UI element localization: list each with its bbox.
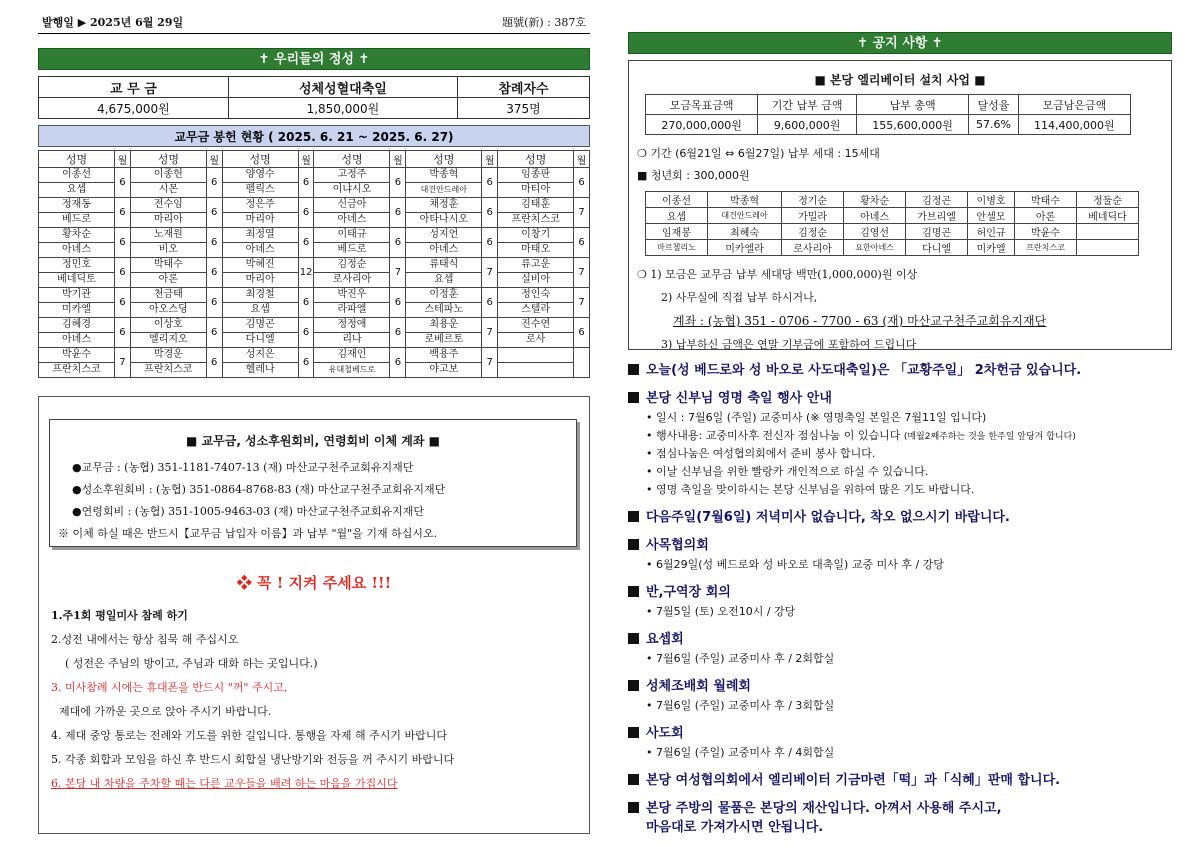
elevator-val: 9,600,000원 xyxy=(758,115,857,135)
notice-section-heading-text: 본당 여성협의회에서 엘리베이터 기금마련「떡」과「식혜」판매 합니다. xyxy=(646,773,1061,788)
donor-month: 6 xyxy=(298,168,314,198)
payer-name-cell xyxy=(1076,240,1138,256)
donor-month: 6 xyxy=(298,288,314,318)
donor-month: 7 xyxy=(482,348,498,378)
donor-month: 6 xyxy=(390,318,406,348)
rule-item: 5. 각종 회합과 모임을 하신 후 반드시 회합실 냉난방기와 전등을 꺼 주시기 바랍니다 xyxy=(51,753,455,766)
donor-name: 최경철 xyxy=(222,288,298,303)
donor-name: 정인숙 xyxy=(498,288,574,303)
notice-section-heading xyxy=(628,769,1172,788)
offering-val: 4,675,000원 xyxy=(39,98,229,119)
offering-table xyxy=(38,76,590,119)
notice-section-heading xyxy=(628,797,1172,816)
elevator-val: 155,600,000원 xyxy=(856,115,968,135)
donor-month: 6 xyxy=(298,198,314,228)
notice-section xyxy=(628,722,1172,760)
issue-number: 題號(新) : 387호 xyxy=(502,16,586,29)
notice-section-heading xyxy=(628,628,1172,647)
notice-title: ✝ 공지 사항 ✝ xyxy=(628,32,1172,54)
donor-name: 천금태 xyxy=(130,288,206,303)
square-bullet-icon xyxy=(628,364,639,375)
donor-month: 6 xyxy=(298,348,314,378)
notice-section-heading-text: 사도회 xyxy=(646,726,684,741)
donor-saint-name: 로사리아 xyxy=(314,273,390,288)
donor-saint-name xyxy=(498,363,574,378)
donor-month: 6 xyxy=(574,168,590,198)
elevator-table xyxy=(645,94,1131,135)
notice-item-text: 7월6일 (주일) 교중미사 후 / 4회합실 xyxy=(656,746,835,759)
notice-item-text: 7월6일 (주일) 교중미사 후 / 2회합실 xyxy=(656,652,835,665)
donor-saint-name: 프란치스코 xyxy=(39,363,115,378)
payer-name-cell: 미카엘 xyxy=(968,240,1015,256)
payer-name-cell xyxy=(1076,224,1138,240)
account-row: ●성소후원회비 : (농협) 351-0864-8768-83 (재) 마산교구천주교회유지재단 xyxy=(72,483,446,496)
payer-name-cell: 김영선 xyxy=(844,224,906,240)
donor-name: 채정훈 xyxy=(406,198,482,213)
payer-name-cell: 임재봉 xyxy=(646,224,708,240)
donation-head-month: 월 xyxy=(298,151,314,168)
donation-head-month: 월 xyxy=(206,151,222,168)
elevator-val: 270,000,000원 xyxy=(646,115,758,135)
donor-saint-name: 베드로 xyxy=(314,243,390,258)
payer-name-cell: 이종선 xyxy=(646,192,708,208)
donor-name: 고정주 xyxy=(314,168,390,183)
donation-head-month: 월 xyxy=(115,151,131,168)
cond-line: ❍ 1) 모금은 교무금 납부 세대당 백만(1,000,000)원 이상 xyxy=(637,268,918,281)
donor-saint-name: 비오 xyxy=(130,243,206,258)
notice-item xyxy=(646,427,1172,443)
donor-name: 이상호 xyxy=(130,318,206,333)
donor-saint-name: 마리아 xyxy=(222,213,298,228)
donor-name: 박진우 xyxy=(314,288,390,303)
donor-name: 박혜진 xyxy=(222,258,298,273)
notice-item xyxy=(646,650,1172,666)
payer-names-table xyxy=(645,191,1139,256)
donation-head-name: 성명 xyxy=(406,151,482,168)
notice-section-heading xyxy=(628,722,1172,741)
donor-saint-name: 펠릭스 xyxy=(222,183,298,198)
notice-section-heading-text: 요셉회 xyxy=(646,632,684,647)
notice-item-text: 행사내용: 교중미사후 전신자 점심나눔 이 있습니다 xyxy=(656,429,901,442)
notice-section-heading-text: 오늘(성 베드로와 성 바오로 사도대축일)은 「교황주일」 2차헌금 있습니다. xyxy=(646,363,1082,378)
donor-month xyxy=(574,348,590,378)
notice-section-heading-text: 본당 신부님 영명 축일 행사 안내 xyxy=(646,391,832,406)
donation-title: 교무금 봉헌 현황 ( 2025. 6. 21 ~ 2025. 6. 27) xyxy=(38,125,590,147)
donor-name: 전수임 xyxy=(130,198,206,213)
rule-item: 1.주1회 평일미사 참례 하기 xyxy=(51,609,188,622)
notice-section-heading xyxy=(628,675,1172,694)
donor-name: 김혜경 xyxy=(39,318,115,333)
donor-saint-name: 야고보 xyxy=(406,363,482,378)
notice-section xyxy=(628,628,1172,666)
donor-month: 6 xyxy=(206,168,222,198)
elevator-col: 달성율 xyxy=(969,95,1018,115)
payer-name-cell: 김정순 xyxy=(782,224,844,240)
notice-item xyxy=(646,481,1172,497)
payer-name-cell: 김정곤 xyxy=(906,192,968,208)
elevator-val: 114,400,000원 xyxy=(1018,115,1130,135)
donor-month: 12 xyxy=(298,258,314,288)
donor-month: 6 xyxy=(206,228,222,258)
left-page xyxy=(38,14,590,834)
donor-name: 정민호 xyxy=(39,258,115,273)
donor-month: 7 xyxy=(574,288,590,318)
payer-name-cell: 황차순 xyxy=(844,192,906,208)
offering-val: 1,850,000원 xyxy=(228,98,457,119)
notice-section-heading-text: 성체조배회 월례회 xyxy=(646,679,751,694)
notice-item xyxy=(646,445,1172,461)
notice-section-heading xyxy=(628,534,1172,553)
donor-saint-name: 아녜스 xyxy=(222,243,298,258)
donor-month: 6 xyxy=(298,228,314,258)
notice-section xyxy=(628,797,1172,835)
donor-month: 6 xyxy=(115,198,131,228)
donor-saint-name: 이냐시오 xyxy=(314,183,390,198)
donor-name: 박종혁 xyxy=(406,168,482,183)
donation-head-name: 성명 xyxy=(39,151,115,168)
donation-head-name: 성명 xyxy=(130,151,206,168)
square-bullet-icon xyxy=(628,727,639,738)
rules-list xyxy=(51,607,454,799)
payer-name-cell: 미카엘라 xyxy=(708,240,782,256)
payer-name-cell: 요한아녜스 xyxy=(844,240,906,256)
payer-name-cell: 로사리아 xyxy=(782,240,844,256)
donor-saint-name: 요셉 xyxy=(222,303,298,318)
donor-saint-name: 베네딕토 xyxy=(39,273,115,288)
rule-item: 3. 미사참례 시에는 휴대폰을 반드시 "꺼" 주시고, xyxy=(51,681,288,694)
donor-saint-name: 베드로 xyxy=(39,213,115,228)
donor-saint-name: 아녜스 xyxy=(314,213,390,228)
donor-name: 김정순 xyxy=(314,258,390,273)
rule-item: ( 성전은 주님의 방이고, 주님과 대화 하는 곳입니다.) xyxy=(65,657,318,670)
notice-sections xyxy=(628,359,1172,835)
donor-month: 6 xyxy=(206,288,222,318)
donor-month: 6 xyxy=(206,258,222,288)
donor-name: 황차순 xyxy=(39,228,115,243)
notice-item-text: 점심나눔은 여성협의회에서 준비 봉사 합니다. xyxy=(656,447,876,460)
offering-val: 375명 xyxy=(457,98,589,119)
donor-name: 박태수 xyxy=(130,258,206,273)
donor-saint-name: 헬레나 xyxy=(222,363,298,378)
offering-title: ✝ 우리들의 정성 ✝ xyxy=(38,48,590,70)
donation-head-month: 월 xyxy=(482,151,498,168)
donor-name: 이태규 xyxy=(314,228,390,243)
donor-month: 7 xyxy=(390,258,406,288)
notice-section-heading xyxy=(628,387,1172,406)
donor-month: 6 xyxy=(390,348,406,378)
donor-month: 6 xyxy=(298,318,314,348)
donor-saint-name: 리나 xyxy=(314,333,390,348)
donor-saint-name: 실비아 xyxy=(498,273,574,288)
donor-month: 7 xyxy=(482,318,498,348)
donor-saint-name: 엘리지오 xyxy=(130,333,206,348)
donor-name: 이창기 xyxy=(498,228,574,243)
square-bullet-icon xyxy=(628,586,639,597)
donor-month: 6 xyxy=(390,168,406,198)
cond-account: 계좌 : (농협) 351 - 0706 - 7700 - 63 (재) 마산교구천주교회유지재단 xyxy=(673,314,1047,328)
payer-name-cell: 가밀라 xyxy=(782,208,844,224)
keep-title: ❖ 꼭 ! 지켜 주세요 !!! xyxy=(236,574,392,592)
payer-name-cell: 최혜숙 xyxy=(708,224,782,240)
payer-name-cell: 다니엘 xyxy=(906,240,968,256)
payer-name-cell: 안셀모 xyxy=(968,208,1015,224)
donation-head-name: 성명 xyxy=(314,151,390,168)
donor-month: 6 xyxy=(206,198,222,228)
donor-month: 6 xyxy=(115,228,131,258)
donor-month: 6 xyxy=(482,198,498,228)
notice-section-heading xyxy=(628,506,1172,525)
donor-name: 신금아 xyxy=(314,198,390,213)
donor-saint-name: 마리아 xyxy=(222,273,298,288)
notice-section-heading-text: 본당 주방의 물품은 본당의 재산입니다. 아껴서 사용해 주시고, xyxy=(646,801,1002,816)
rule-item: 제대에 가까운 곳으로 앉아 주시기 바랍니다. xyxy=(59,705,272,718)
notice-section-heading-text: 다음주일(7월6일) 저녁미사 없습니다, 착오 없으시기 바랍니다. xyxy=(646,510,1010,525)
donor-saint-name: 스텔라 xyxy=(498,303,574,318)
payer-name-cell: 박윤수 xyxy=(1014,224,1076,240)
donor-name: 김재인 xyxy=(314,348,390,363)
donor-saint-name: 아녜스 xyxy=(406,243,482,258)
square-bullet-icon xyxy=(628,633,639,644)
issue-date: 발행일 ▶ 2025년 6월 29일 xyxy=(42,16,184,29)
donor-name: 최정열 xyxy=(222,228,298,243)
account-row: ●교무금 : (농협) 351-1181-7407-13 (재) 마산교구천주교회유지재단 xyxy=(72,461,414,474)
notice-item-text: 이날 신부님을 위한 빨랑카 개인적으로 하실 수 있습니다. xyxy=(656,465,929,478)
square-bullet-icon xyxy=(628,680,639,691)
payer-name-cell: 허인규 xyxy=(968,224,1015,240)
right-page xyxy=(628,32,1172,835)
payer-name-cell: 아녜스 xyxy=(844,208,906,224)
donor-saint-name: 아론 xyxy=(130,273,206,288)
period-line: ❍ 기간 (6월21일 ⇔ 6월27일) 납부 세대 : 15세대 xyxy=(637,147,880,160)
donor-month: 7 xyxy=(574,258,590,288)
donor-month: 6 xyxy=(390,198,406,228)
donor-name: 최용운 xyxy=(406,318,482,333)
donation-table xyxy=(38,150,590,378)
donor-saint-name: 프란치스코 xyxy=(130,363,206,378)
elevator-col: 납부 총액 xyxy=(856,95,968,115)
donor-month: 6 xyxy=(574,228,590,258)
donor-saint-name: 아타나시오 xyxy=(406,213,482,228)
notice-item xyxy=(646,697,1172,713)
payer-name-cell: 김명곤 xyxy=(906,224,968,240)
payer-name-cell: 정둘순 xyxy=(1076,192,1138,208)
donor-name: 박경운 xyxy=(130,348,206,363)
donor-saint-name: 로베르토 xyxy=(406,333,482,348)
donor-saint-name: 스테파노 xyxy=(406,303,482,318)
donor-saint-name: 아오스딩 xyxy=(130,303,206,318)
donor-name: 김태훈 xyxy=(498,198,574,213)
notice-section-heading-cont: 마음대로 가져가시면 안됩니다. xyxy=(646,820,824,835)
square-bullet-icon xyxy=(628,392,639,403)
donor-name: 박윤수 xyxy=(39,348,115,363)
donor-month: 6 xyxy=(482,168,498,198)
donor-name: 성지언 xyxy=(406,228,482,243)
rule-item: 2.성전 내에서는 항상 침묵 해 주십시오 xyxy=(51,633,239,646)
donor-saint-name: 마리아 xyxy=(130,213,206,228)
donor-month: 6 xyxy=(390,288,406,318)
payer-name-cell: 마르첼리노 xyxy=(646,240,708,256)
donor-name: 정재동 xyxy=(39,198,115,213)
donor-month: 6 xyxy=(115,168,131,198)
donor-name: 정정애 xyxy=(314,318,390,333)
donor-saint-name: 로사 xyxy=(498,333,574,348)
donation-head-name: 성명 xyxy=(222,151,298,168)
elevator-box xyxy=(628,60,1172,350)
donor-name: 양영수 xyxy=(222,168,298,183)
donor-month: 6 xyxy=(115,258,131,288)
notice-section xyxy=(628,506,1172,525)
donor-month: 6 xyxy=(574,318,590,348)
notice-item-text: 6월29일(성 베드로와 성 바오로 대축일) 교중 미사 후 / 강당 xyxy=(656,558,944,571)
donor-name xyxy=(498,348,574,363)
notice-item xyxy=(646,409,1172,425)
notice-section-heading xyxy=(628,359,1172,378)
donor-month: 6 xyxy=(115,318,131,348)
donor-name: 성지은 xyxy=(222,348,298,363)
square-bullet-icon xyxy=(628,802,639,813)
payer-name-cell: 가브리엘 xyxy=(906,208,968,224)
payer-name-cell: 박종혁 xyxy=(708,192,782,208)
donor-saint-name: 아녜스 xyxy=(39,333,115,348)
payer-name-cell: 아론 xyxy=(1014,208,1076,224)
donor-saint-name: 유대철베드로 xyxy=(314,363,390,378)
notice-item-text: 7월6일 (주일) 교중미사 후 / 3회합실 xyxy=(656,699,835,712)
donor-name: 노재원 xyxy=(130,228,206,243)
square-bullet-icon xyxy=(628,774,639,785)
issue-header xyxy=(38,14,590,34)
elevator-col: 모금남은금액 xyxy=(1018,95,1130,115)
donor-saint-name: 다니엘 xyxy=(222,333,298,348)
account-title: ■ 교무금, 성소후원회비, 연령회비 이체 계좌 ■ xyxy=(186,434,440,448)
donor-name: 이종헌 xyxy=(130,168,206,183)
account-note: ※ 이체 하실 때은 반드시【교무금 납입자 이름】과 납부 "월"을 기재 하십시오. xyxy=(58,527,438,540)
donation-head-month: 월 xyxy=(574,151,590,168)
donor-saint-name: 미카엘 xyxy=(39,303,115,318)
payer-name-cell: 박태수 xyxy=(1014,192,1076,208)
donor-name: 김명곤 xyxy=(222,318,298,333)
donor-saint-name: 요셉 xyxy=(39,183,115,198)
youth-line: ■ 청년회 : 300,000원 xyxy=(637,169,750,182)
elevator-col: 기간 납부 금액 xyxy=(758,95,857,115)
donor-name: 임종판 xyxy=(498,168,574,183)
donor-month: 6 xyxy=(206,318,222,348)
donation-head-name: 성명 xyxy=(498,151,574,168)
donor-name: 이정훈 xyxy=(406,288,482,303)
donor-name: 백용주 xyxy=(406,348,482,363)
notice-section xyxy=(628,675,1172,713)
payer-name-cell: 대건안드레아 xyxy=(708,208,782,224)
account-row: ●연령회비 : (농협) 351-1005-9463-03 (재) 마산교구천주교회유지재단 xyxy=(72,505,424,518)
payer-name-cell: 요셉 xyxy=(646,208,708,224)
notice-item-text: 7월5일 (토) 오전10시 / 강당 xyxy=(656,605,796,618)
notice-section-heading-text: 반,구역장 회의 xyxy=(646,585,731,600)
donor-month: 7 xyxy=(574,198,590,228)
donor-saint-name: 아녜스 xyxy=(39,243,115,258)
donor-name: 이종선 xyxy=(39,168,115,183)
elevator-val: 57.6% xyxy=(969,115,1018,135)
info-box xyxy=(38,396,590,834)
donor-month: 6 xyxy=(115,288,131,318)
payer-name-cell: 정기순 xyxy=(782,192,844,208)
payer-name-cell: 베네딕다 xyxy=(1076,208,1138,224)
notice-section-heading xyxy=(628,581,1172,600)
donor-saint-name: 대건안드레아 xyxy=(406,183,482,198)
square-bullet-icon xyxy=(628,539,639,550)
donor-month: 7 xyxy=(482,258,498,288)
donor-saint-name: 요셉 xyxy=(406,273,482,288)
donor-saint-name: 프란치스코 xyxy=(498,213,574,228)
cond-line: 3) 납부하신 금액은 연말 기부금에 포함하여 드립니다 xyxy=(661,338,917,351)
notice-item xyxy=(646,744,1172,760)
donor-saint-name: 시몬 xyxy=(130,183,206,198)
elevator-title: ■ 본당 엘리베이터 설치 사업 ■ xyxy=(814,73,986,87)
notice-section xyxy=(628,581,1172,619)
payer-name-cell: 이병호 xyxy=(968,192,1015,208)
donor-name: 류고운 xyxy=(498,258,574,273)
donor-month: 6 xyxy=(482,228,498,258)
account-box xyxy=(49,419,577,547)
donor-saint-name: 마태오 xyxy=(498,243,574,258)
donor-saint-name: 라파엘 xyxy=(314,303,390,318)
donor-month: 6 xyxy=(390,228,406,258)
notice-item xyxy=(646,603,1172,619)
donor-month: 7 xyxy=(115,348,131,378)
rule-item: 6. 본당 내 차량을 주차할 때는 다른 교우들을 배려 하는 마음을 가집시다 xyxy=(51,777,398,790)
donor-month: 6 xyxy=(482,288,498,318)
offering-col: 성체성혈대축일 xyxy=(228,77,457,98)
payer-name-cell: 프란치스코 xyxy=(1014,240,1076,256)
notice-section xyxy=(628,359,1172,378)
offering-col: 참례자수 xyxy=(457,77,589,98)
notice-item xyxy=(646,463,1172,479)
donor-name: 박기관 xyxy=(39,288,115,303)
donor-name: 진수연 xyxy=(498,318,574,333)
notice-item xyxy=(646,556,1172,572)
donor-saint-name: 마티아 xyxy=(498,183,574,198)
notice-item-text: 일시 : 7월6일 (주일) 교중미사 (※ 영명축일 본일은 7월11일 입니다) xyxy=(656,411,987,424)
rule-item: 4. 제대 중앙 통로는 전례와 기도를 위한 길입니다. 통행을 자제 해 주시기 바랍니다 xyxy=(51,729,447,742)
notice-item-text: 영명 축일을 맞이하시는 본당 신부님을 위하여 많은 기도 바랍니다. xyxy=(656,483,975,496)
cond-line: 2) 사무실에 직접 납부 하시거나, xyxy=(661,291,818,304)
notice-section xyxy=(628,387,1172,497)
elevator-col: 모금목표금액 xyxy=(646,95,758,115)
donor-name: 정은주 xyxy=(222,198,298,213)
offering-col: 교 무 금 xyxy=(39,77,229,98)
donor-month: 6 xyxy=(206,348,222,378)
donor-name: 류태식 xyxy=(406,258,482,273)
notice-section xyxy=(628,769,1172,788)
notice-section-heading-text: 사목협의회 xyxy=(646,538,709,553)
notice-item-note: (매월2째주하는 것을 한주일 앞당겨 합니다) xyxy=(903,432,1076,442)
donation-head-month: 월 xyxy=(390,151,406,168)
square-bullet-icon xyxy=(628,511,639,522)
notice-section xyxy=(628,534,1172,572)
